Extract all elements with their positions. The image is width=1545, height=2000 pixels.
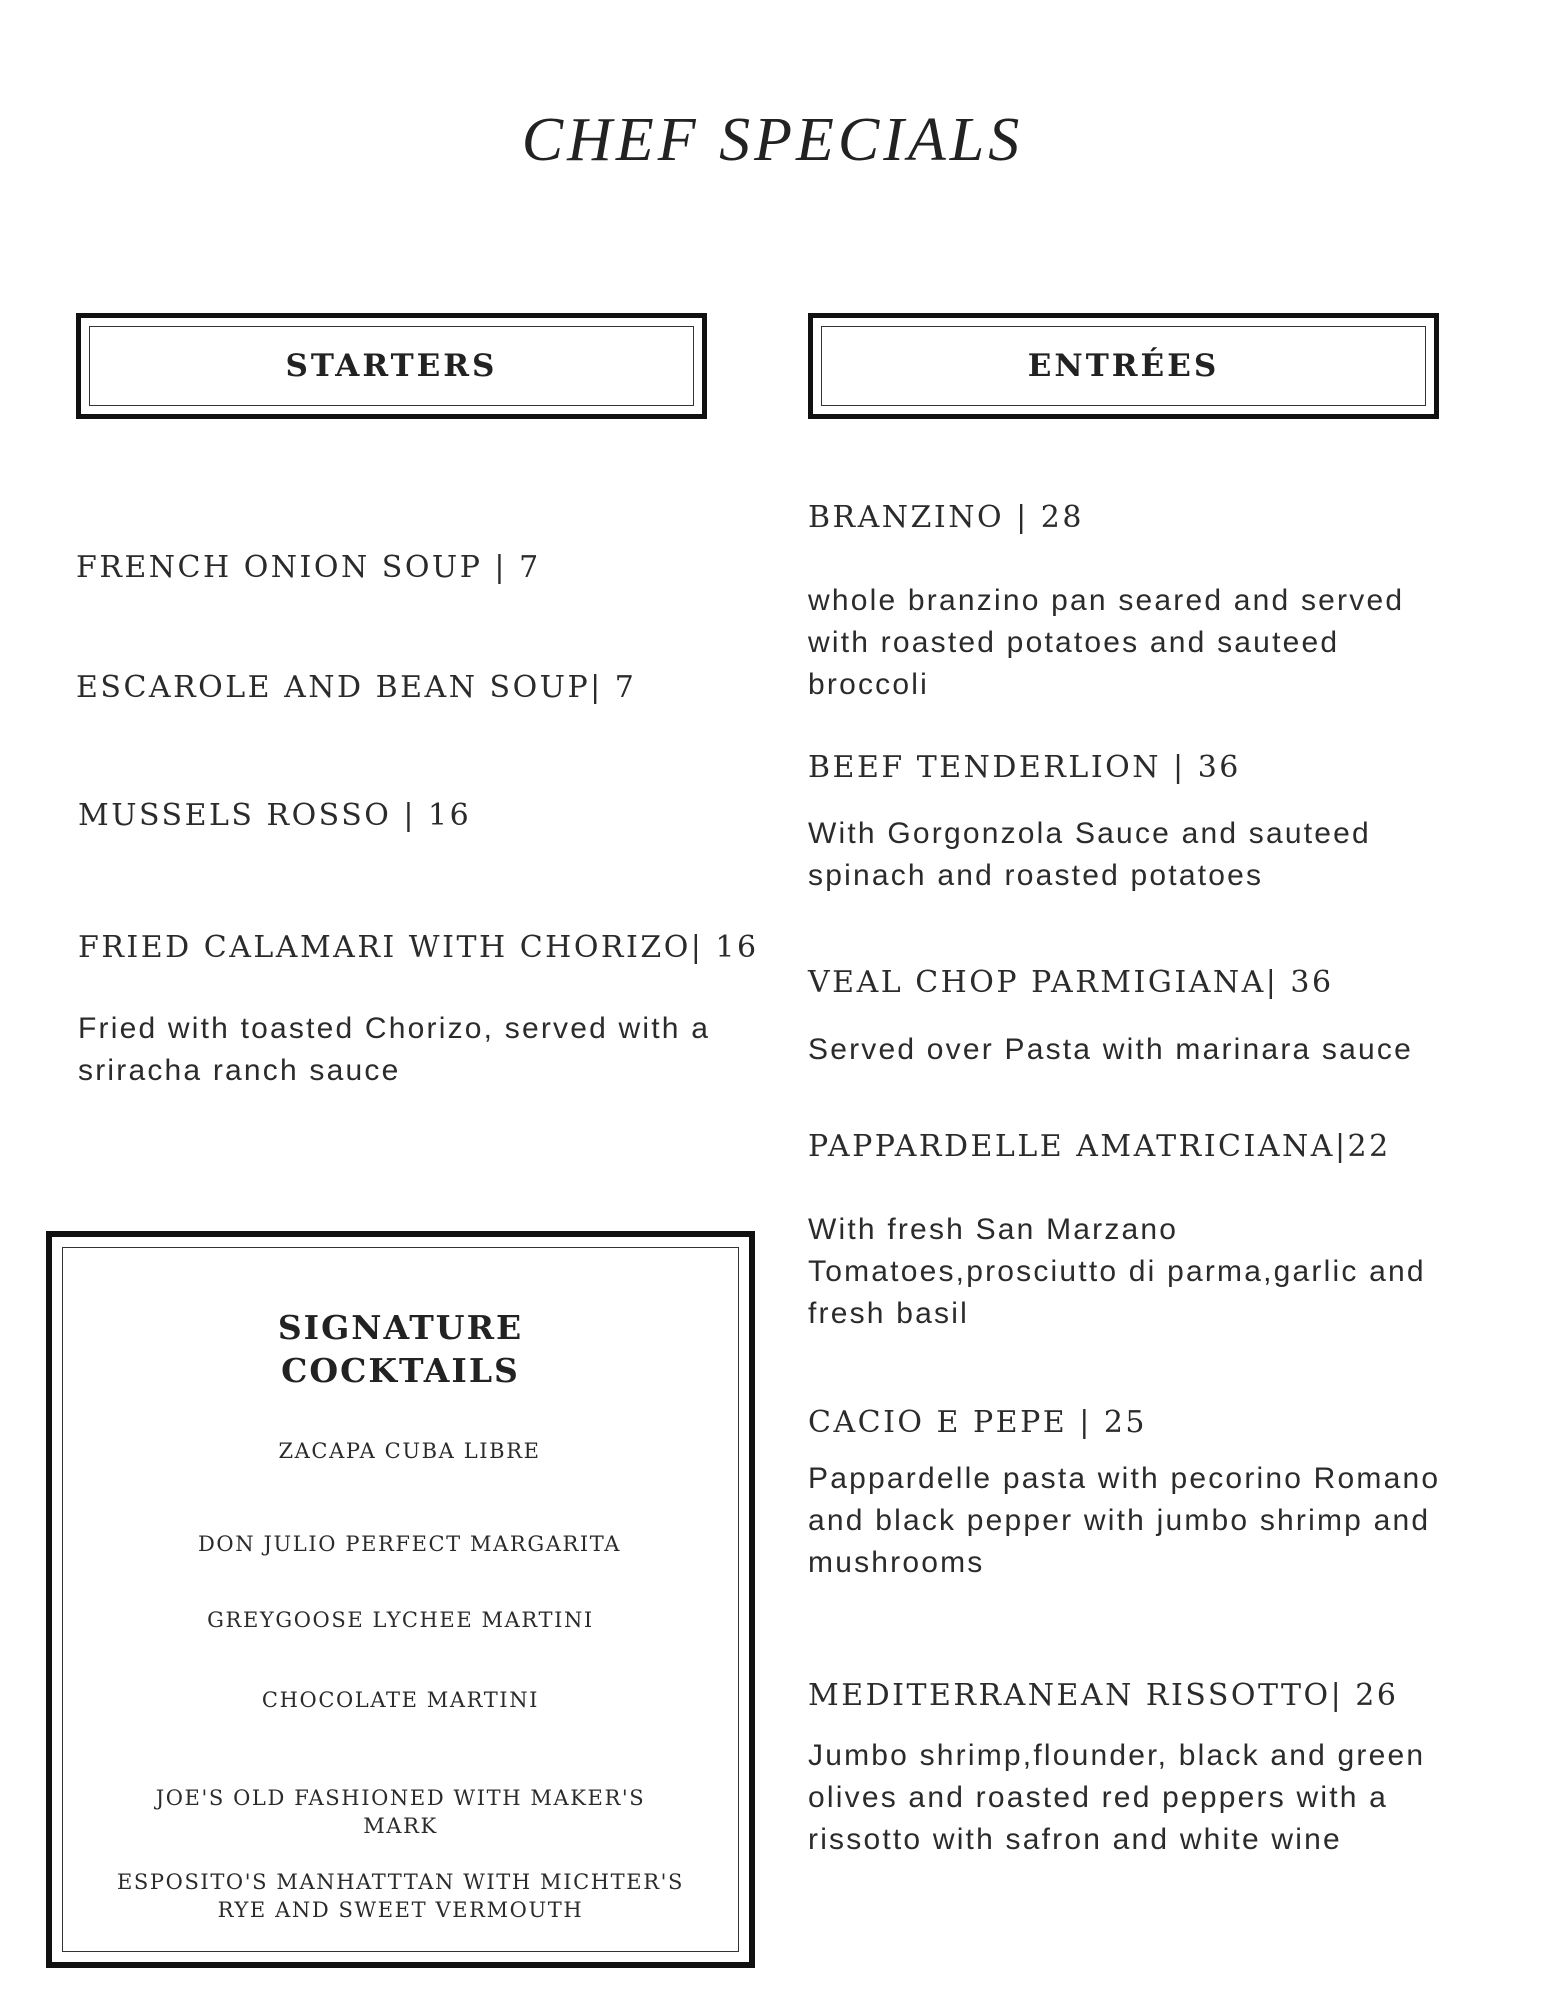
starter-item-name: MUSSELS ROSSO | 16 <box>78 798 472 833</box>
cocktails-header-line1: SIGNATURE <box>277 1308 524 1347</box>
entree-item-description: whole branzino pan seared and served with roasted potatoes and sauteed broccoli <box>808 584 1405 701</box>
starter-item-description: Fried with toasted Chorizo, served with a sriracha ranch sauce <box>78 1012 711 1087</box>
starter-item-name: ESCAROLE AND BEAN SOUP| 7 <box>76 670 637 705</box>
page-title: CHEF SPECIALS <box>521 106 1024 174</box>
entree-item-description: With fresh San Marzano Tomatoes,prosciutto di parma,garlic and fresh basil <box>808 1213 1426 1330</box>
starter-item-name: FRENCH ONION SOUP | 7 <box>76 550 541 585</box>
entree-item-description: Pappardelle pasta with pecorino Romano and black pepper with jumbo shrimp and mushrooms <box>808 1462 1441 1579</box>
entree-item-name: CACIO E PEPE | 25 <box>808 1405 1148 1440</box>
cocktail-item: GREYGOOSE LYCHEE MARTINI <box>207 1608 594 1632</box>
entree-item-description: Jumbo shrimp,flounder, black and green olives and roasted red peppers with a rissotto with safron and white wine <box>808 1739 1426 1856</box>
entree-item-name: MEDITERRANEAN RISSOTTO| 26 <box>808 1678 1399 1713</box>
entree-item-name: BRANZINO | 28 <box>808 500 1084 535</box>
starter-item-name: FRIED CALAMARI WITH CHORIZO| 16 <box>78 930 759 965</box>
cocktail-item: ESPOSITO'S MANHATTTAN WITH MICHTER'S RYE AND SWEET VERMOUTH <box>116 1870 684 1922</box>
entree-item-description: With Gorgonzola Sauce and sauteed spinach and roasted potatoes <box>808 817 1371 892</box>
cocktail-item: DON JULIO PERFECT MARGARITA <box>197 1532 622 1556</box>
cocktail-item: CHOCOLATE MARTINI <box>261 1688 540 1712</box>
cocktail-item: JOE'S OLD FASHIONED WITH MAKER'S MARK <box>155 1786 646 1838</box>
entrees-header-box <box>808 313 1439 419</box>
cocktails-header-line2: COCKTAILS <box>281 1351 520 1390</box>
entree-item-description: Served over Pasta with marinara sauce <box>808 1033 1413 1066</box>
signature-cocktails-box <box>46 1231 755 1968</box>
starters-header-box <box>76 313 707 419</box>
starters-header: STARTERS <box>89 326 694 406</box>
entree-item-name: PAPPARDELLE AMATRICIANA|22 <box>808 1129 1391 1164</box>
cocktails-inner-border <box>62 1247 739 1952</box>
cocktail-item: ZACAPA CUBA LIBRE <box>278 1439 541 1463</box>
entree-item-name: BEEF TENDERLION | 36 <box>808 750 1241 785</box>
cocktails-header <box>63 1306 738 1392</box>
entree-item-name: VEAL CHOP PARMIGIANA| 36 <box>808 965 1334 1000</box>
entrees-header: ENTRÉES <box>821 326 1426 406</box>
